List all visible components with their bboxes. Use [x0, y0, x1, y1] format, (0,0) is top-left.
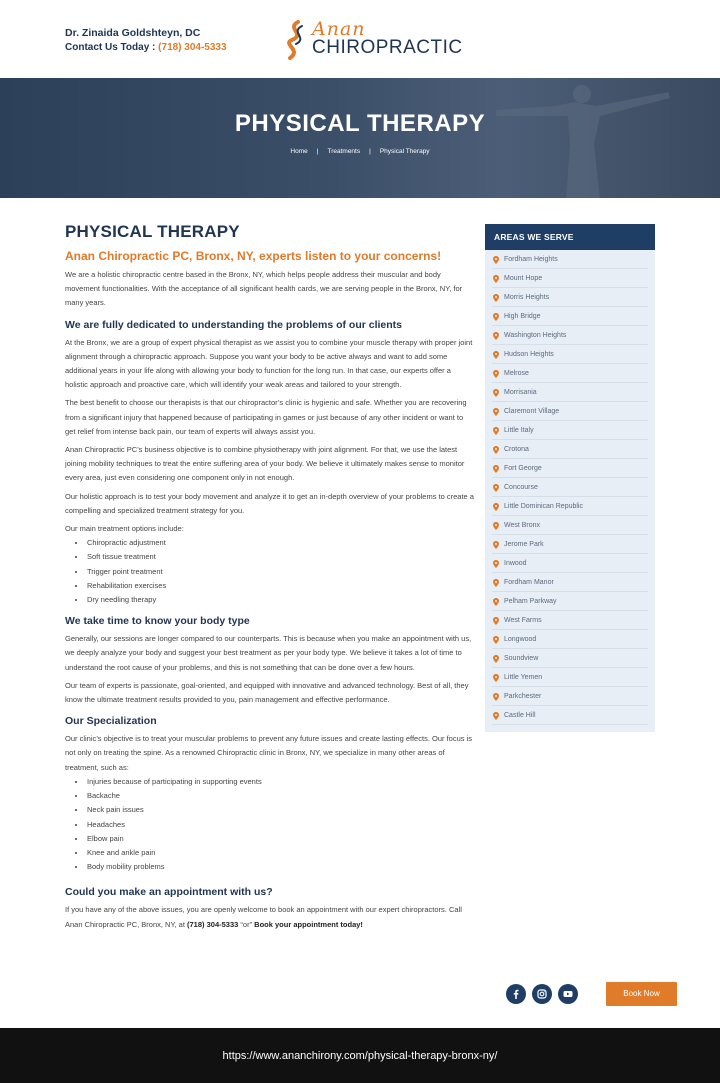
section1-paragraph: At the Bronx, we are a group of expert physical therapist as we assist you to combine your muscle therapy with proper joint alignment through a chiropractic approach. Suppose you want your body to be active always and want to add some additional years in your life along with allowing your body to function for the long run. In that case, our experts offer a holistic approach and proactive care, which will identify your weak areas and tailored to your strength.: [65, 337, 473, 390]
section1-paragraph: The best benefit to choose our therapists is that our chiropractor’s clinic is hygienic and safe. Whether you are recovering from a significant injury that happened because of participating in games or just because of any other incident or want to get relief from intense back pain, our team of experts will always assist you.: [65, 398, 467, 436]
footer-bar: [0, 1028, 720, 1083]
area-item[interactable]: [492, 668, 648, 687]
area-label: Claremont Village: [504, 408, 560, 415]
intro-paragraph: We are a holistic chiropractic centre based in the Bronx, NY, which helps people address their muscular and body movement functionalities. With the acceptance of all significant health cards, we are serving people in the Bronx, NY, for many years.: [65, 270, 463, 308]
map-pin-icon: [493, 408, 499, 416]
map-pin-icon: [493, 294, 499, 302]
area-label: High Bridge: [504, 313, 541, 320]
area-item[interactable]: [492, 421, 648, 440]
area-item[interactable]: [492, 402, 648, 421]
breadcrumb: Home | Treatments | Physical Therapy: [290, 148, 430, 155]
area-item[interactable]: [492, 706, 648, 725]
section2-heading: We take time to know your body type: [65, 615, 250, 628]
section2-paragraph: Our team of experts is passionate, goal-oriented, and equipped with innovative and advanced technology. Best of all, they know the ultimate treatment results provided to you, pain management and effective performance.: [65, 680, 469, 705]
map-pin-icon: [493, 446, 499, 454]
map-pin-icon: [493, 655, 499, 663]
section1-paragraph: Anan Chiropractic PC’s business objective is to combine physiotherapy with joint alignment. For that, we use the latest joining mobility techniques to treat the entire suffering area of your body. We believe it ultimately makes sense to monitor every area, just even considering one component only in not enough.: [65, 445, 465, 483]
list-item: • Elbow pain: [86, 832, 475, 846]
area-label: Little Italy: [504, 427, 534, 434]
area-item[interactable]: [492, 630, 648, 649]
cta-phone-link[interactable]: (718) 304-5333: [187, 919, 239, 929]
map-pin-icon: [493, 693, 499, 701]
map-pin-icon: [493, 636, 499, 644]
area-label: Concourse: [504, 484, 538, 491]
map-pin-icon: [493, 503, 499, 511]
map-pin-icon: [493, 579, 499, 587]
area-label: Morris Heights: [504, 294, 550, 301]
area-label: Castle Hill: [504, 712, 536, 719]
map-pin-icon: [493, 560, 499, 568]
contact-line: [65, 42, 227, 53]
area-label: Soundview: [504, 655, 539, 662]
area-label: Melrose: [504, 370, 529, 377]
area-label: Little Yemen: [504, 674, 543, 681]
area-item[interactable]: [492, 554, 648, 573]
section1-heading: We are fully dedicated to understanding the problems of our clients: [65, 318, 403, 331]
map-pin-icon: [493, 389, 499, 397]
area-label: Crotona: [504, 446, 529, 453]
area-label: Washington Heights: [504, 332, 567, 339]
area-item[interactable]: [492, 535, 648, 554]
map-pin-icon: [493, 313, 499, 321]
map-pin-icon: [493, 427, 499, 435]
area-item[interactable]: [492, 478, 648, 497]
map-pin-icon: [493, 370, 499, 378]
area-item[interactable]: [492, 516, 648, 535]
area-item[interactable]: [492, 307, 648, 326]
site-header: [0, 0, 720, 78]
list-item: • Trigger point treatment: [86, 565, 475, 579]
list-item: • Headaches: [86, 818, 475, 832]
area-label: Fort George: [504, 465, 542, 472]
area-item[interactable]: [492, 288, 648, 307]
page-url[interactable]: https://www.ananchirony.com/physical-therapy-bronx-ny/: [222, 1050, 498, 1062]
area-item[interactable]: [492, 687, 648, 706]
youtube-icon: [563, 989, 573, 999]
areas-sidebar: [485, 224, 655, 732]
specializations-list: [86, 775, 475, 874]
list-item: • Neck pain issues: [86, 803, 475, 817]
treatments-intro: Our main treatment options include:: [65, 524, 184, 534]
section1-paragraph: Our holistic approach is to test your body movement and analyze it to get an in-depth overview of your problems to create a compelling and specialized treatment strategy for you.: [65, 491, 474, 515]
map-pin-icon: [493, 465, 499, 473]
map-pin-icon: [493, 598, 499, 606]
map-pin-icon: [493, 484, 499, 492]
map-pin-icon: [493, 522, 499, 530]
map-pin-icon: [493, 541, 499, 549]
youtube-button[interactable]: [558, 984, 578, 1004]
breadcrumb-treatments[interactable]: Treatments: [327, 148, 361, 155]
area-item[interactable]: [492, 440, 648, 459]
list-item: • Dry needling therapy: [86, 593, 475, 607]
doctor-name: Dr. Zinaida Goldshteyn, DC: [65, 27, 201, 39]
area-item[interactable]: [492, 649, 648, 668]
cta-text: If you have any of the above issues, you are openly welcome to book an appointment with our expert chiropractors. Call Anan Chiropractic PC, Bronx, NY, at: [65, 905, 462, 929]
book-now-button[interactable]: Book Now: [606, 982, 677, 1006]
cta-paragraph: [65, 903, 475, 931]
logo-main-text: CHIROPRACTIC: [312, 37, 463, 58]
area-item[interactable]: [492, 364, 648, 383]
areas-list: [485, 250, 655, 725]
instagram-button[interactable]: [532, 984, 552, 1004]
subtitle: Anan Chiropractic PC, Bronx, NY, experts listen to your concerns!: [65, 249, 442, 263]
main-content: [65, 222, 475, 936]
area-item[interactable]: [492, 611, 648, 630]
area-item[interactable]: [492, 497, 648, 516]
list-item: • Backache: [86, 789, 475, 803]
breadcrumb-current: Physical Therapy: [379, 148, 430, 155]
area-label: Hudson Heights: [504, 351, 554, 358]
facebook-icon: [511, 989, 521, 999]
facebook-button[interactable]: [506, 984, 526, 1004]
area-item[interactable]: [492, 326, 648, 345]
section2-paragraph: Generally, our sessions are longer compared to our counterparts. This is because when you make an appointment with us, we deeply analyze your body and suggest your best treatment as per your body type. We believe it takes a lot of time to understand the root cause of your problems, and this is not something that can be done over a few hours.: [65, 634, 472, 672]
section4-heading: Could you make an appointment with us?: [65, 886, 273, 899]
page-title: PHYSICAL THERAPY: [65, 222, 240, 241]
area-label: Little Dominican Republic: [504, 503, 583, 510]
cta-or: “or”: [240, 919, 253, 929]
instagram-icon: [537, 989, 547, 999]
area-label: Fordham Manor: [504, 579, 554, 586]
hero-banner: [0, 78, 720, 198]
hero-title: PHYSICAL THERAPY: [234, 110, 486, 137]
area-label: Pelham Parkway: [504, 598, 557, 605]
area-item[interactable]: [492, 459, 648, 478]
area-label: West Bronx: [504, 522, 541, 529]
map-pin-icon: [493, 351, 499, 359]
contact-label: Contact Us Today :: [65, 42, 156, 53]
area-label: Fordham Heights: [504, 256, 558, 263]
logo-script-text: Anan: [312, 18, 366, 40]
map-pin-icon: [493, 674, 499, 682]
area-item[interactable]: [492, 345, 648, 364]
map-pin-icon: [493, 275, 499, 283]
section3-heading: Our Specialization: [65, 715, 157, 728]
list-item: • Soft tissue treatment: [86, 550, 475, 564]
area-label: Mount Hope: [504, 275, 543, 282]
map-pin-icon: [493, 332, 499, 340]
area-label: Inwood: [504, 560, 527, 567]
list-item: • Chiropractic adjustment: [86, 536, 475, 550]
spine-logo-icon: [280, 20, 310, 60]
list-item: • Body mobility problems: [86, 860, 475, 874]
header-phone-link[interactable]: (718) 304-5333: [158, 42, 227, 53]
list-item: • Injuries because of participating in supporting events: [86, 775, 475, 789]
area-item[interactable]: [492, 573, 648, 592]
area-item[interactable]: [492, 592, 648, 611]
area-label: Longwood: [504, 636, 537, 643]
area-label: Jerome Park: [504, 541, 544, 548]
list-item: • Knee and ankle pain: [86, 846, 475, 860]
area-item[interactable]: [492, 383, 648, 402]
treatments-list: [86, 536, 475, 607]
area-label: Parkchester: [504, 693, 542, 700]
breadcrumb-home[interactable]: Home: [290, 148, 308, 155]
area-label: Morrisania: [504, 389, 537, 396]
cta-book-link[interactable]: Book your appointment today!: [254, 919, 363, 929]
site-logo[interactable]: [280, 18, 463, 60]
hero-figure-image: [496, 84, 676, 198]
section3-paragraph: Our clinic’s objective is to treat your muscular problems to prevent any future issues and create lasting effects. Our focus is not only on treating the spine. As a renowned Chiropractic clinic in Bronx, NY, we specialize in many other areas of treatment, such as:: [65, 734, 472, 772]
map-pin-icon: [493, 256, 499, 264]
area-item[interactable]: [492, 250, 648, 269]
list-item: • Rehabilitation exercises: [86, 579, 475, 593]
area-item[interactable]: [492, 269, 648, 288]
sidebar-heading: AREAS WE SERVE: [485, 224, 655, 250]
area-label: West Farms: [504, 617, 542, 624]
map-pin-icon: [493, 712, 499, 720]
map-pin-icon: [493, 617, 499, 625]
